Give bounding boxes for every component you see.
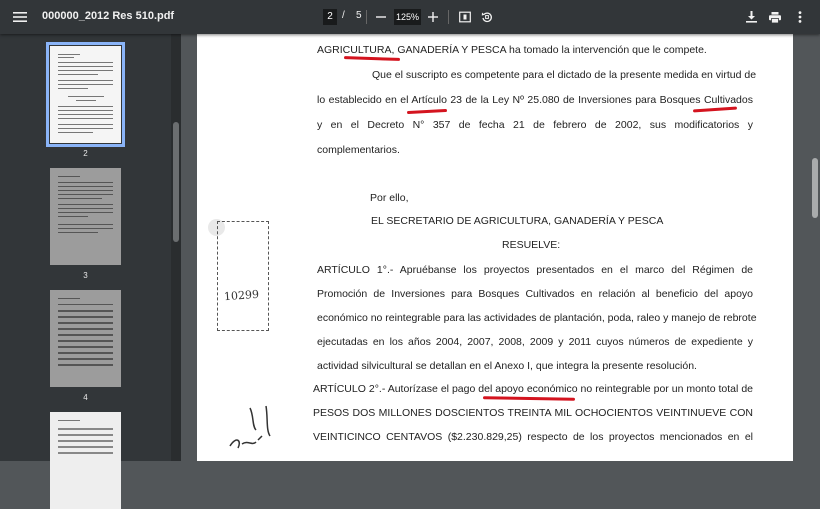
current-page-input[interactable]: 2 bbox=[323, 9, 337, 25]
red-underline bbox=[483, 396, 575, 401]
folio-stamp bbox=[217, 221, 269, 331]
doc-line: Que el suscripto es competente para el dictado de la presente medida en virtud de bbox=[372, 69, 757, 81]
doc-line: actividad silvicultural se detallan en el Anexo I, que integra la presente resolución. bbox=[317, 360, 697, 372]
toolbar-divider bbox=[448, 10, 449, 24]
doc-heading: RESUELVE: bbox=[502, 239, 561, 251]
rotate-icon bbox=[481, 11, 493, 23]
handwritten-signature bbox=[222, 396, 282, 456]
total-pages: 5 bbox=[356, 10, 362, 21]
doc-line: complementarios. bbox=[317, 144, 400, 156]
pdf-page bbox=[197, 34, 793, 461]
doc-line: ejecutadas en los años 2004, 2007, 2008, 2009 y 2011 cuyos números de expediente y bbox=[317, 336, 753, 348]
more-options-button[interactable] bbox=[788, 5, 812, 29]
document-title: 000000_2012 Res 510.pdf bbox=[42, 10, 175, 22]
doc-line: Por ello, bbox=[370, 192, 409, 204]
main-scrollbar[interactable] bbox=[810, 34, 820, 461]
thumbnail-image[interactable] bbox=[50, 290, 121, 387]
zoom-out-button[interactable] bbox=[369, 5, 393, 29]
thumbnail-label: 2 bbox=[83, 149, 88, 158]
zoom-in-button[interactable] bbox=[421, 5, 445, 29]
print-icon bbox=[769, 12, 781, 23]
fit-page-button[interactable] bbox=[453, 5, 477, 29]
download-button[interactable] bbox=[739, 5, 763, 29]
doc-line: Promoción de Inversiones para Bosques Cultivados en relación al beneficio del apoyo bbox=[317, 288, 753, 300]
thumbnail-sidebar bbox=[0, 34, 181, 461]
main-scrollbar-thumb[interactable] bbox=[812, 158, 818, 218]
stamp-number: 10299 bbox=[223, 287, 260, 304]
doc-line: y en el Decreto N° 357 de fecha 21 de febrero de 2002, sus modificatorios y bbox=[317, 119, 753, 131]
red-underline bbox=[693, 106, 737, 112]
toolbar-divider bbox=[366, 10, 367, 24]
thumbnail-label: 4 bbox=[83, 393, 88, 402]
rotate-button[interactable] bbox=[475, 5, 499, 29]
red-underline bbox=[344, 56, 400, 61]
doc-line: VEINTICINCO CENTAVOS ($2.230.829,25) respecto de los proyectos mencionados en el bbox=[313, 431, 753, 443]
red-underline bbox=[407, 109, 447, 114]
more-vert-icon bbox=[798, 11, 802, 23]
doc-heading: EL SECRETARIO DE AGRICULTURA, GANADERÍA Y PESCA bbox=[371, 215, 664, 227]
pdf-toolbar bbox=[0, 0, 820, 34]
download-icon bbox=[746, 11, 757, 23]
doc-line: lo establecido en el Artículo 23 de la Ley Nº 25.080 de Inversiones para Bosques Cultivados bbox=[317, 94, 753, 106]
fit-page-icon bbox=[459, 11, 471, 23]
thumbnail-image[interactable] bbox=[50, 168, 121, 265]
doc-line: PESOS DOS MILLONES DOSCIENTOS TREINTA MIL OCHOCIENTOS VEINTINUEVE CON bbox=[313, 407, 753, 419]
doc-line: AGRICULTURA, GANADERÍA Y PESCA ha tomado la intervención que le compete. bbox=[317, 44, 707, 56]
print-button[interactable] bbox=[763, 5, 787, 29]
plus-icon bbox=[428, 12, 438, 22]
doc-line: económico no reintegrable para las actividades de plantación, poda, raleo y manejo de rebrote bbox=[317, 312, 757, 324]
page-separator: / bbox=[342, 10, 345, 21]
thumbnail-label: 3 bbox=[83, 271, 88, 280]
sidebar-scrollbar-thumb[interactable] bbox=[173, 122, 179, 242]
sidebar-scrollbar[interactable] bbox=[171, 34, 181, 461]
zoom-input[interactable]: 125% bbox=[394, 9, 421, 25]
doc-line: ARTÍCULO 2°.- Autorízase el pago del apoyo económico no reintegrable por un monto total de bbox=[313, 383, 753, 395]
thumbnail-image[interactable] bbox=[50, 46, 121, 143]
doc-line: ARTÍCULO 1°.- Apruébanse los proyectos presentados en el marco del Régimen de bbox=[317, 264, 753, 276]
menu-icon[interactable] bbox=[8, 5, 32, 29]
minus-icon bbox=[376, 12, 386, 22]
